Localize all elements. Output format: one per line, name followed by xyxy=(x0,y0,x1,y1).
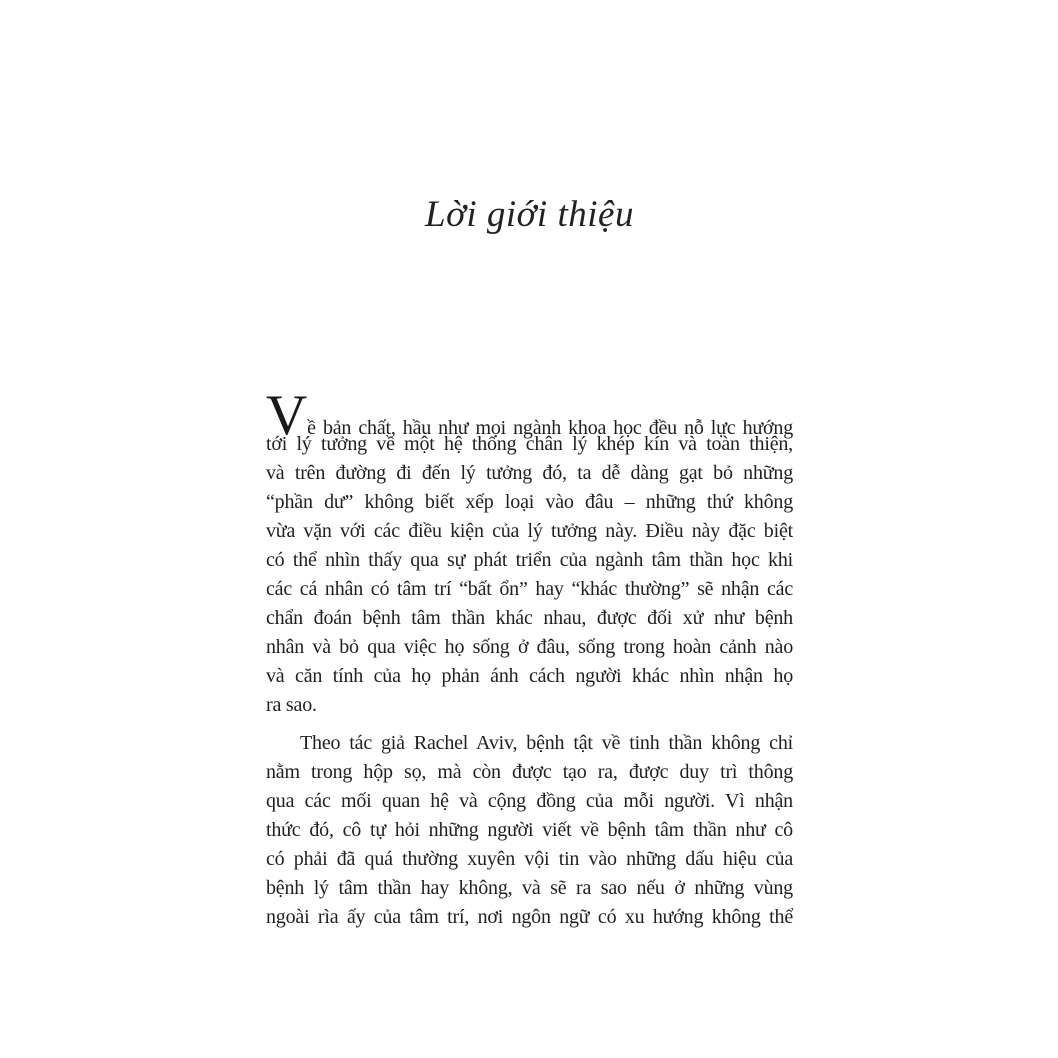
text-line: các cá nhân có tâm trí “bất ổn” hay “khác thường” sẽ nhận các xyxy=(266,578,793,600)
paragraph-1 xyxy=(266,384,793,720)
text-line: tới lý tưởng về một hệ thống chân lý khép kín và toàn thiện, xyxy=(266,433,793,455)
text-line: “phần dư” không biết xếp loại vào đâu – những thứ không xyxy=(266,491,793,513)
text-line: nằm trong hộp sọ, mà còn được tạo ra, được duy trì thông xyxy=(266,761,793,783)
text-line: Theo tác giả Rachel Aviv, bệnh tật về tinh thần không chỉ xyxy=(300,732,793,754)
text-line: nhân và bỏ qua việc họ sống ở đâu, sống trong hoàn cảnh nào xyxy=(266,636,793,658)
text-line: bệnh lý tâm thần hay không, và sẽ ra sao nếu ở những vùng xyxy=(266,877,793,899)
text-line: có phải đã quá thường xuyên vội tin vào những dấu hiệu của xyxy=(266,848,793,870)
text-line: và trên đường đi đến lý tưởng đó, ta dễ dàng gạt bỏ những xyxy=(266,462,793,484)
text-line: ngoài rìa ấy của tâm trí, nơi ngôn ngữ có xu hướng không thể xyxy=(266,906,793,928)
text-line: và căn tính của họ phản ánh cách người khác nhìn nhận họ xyxy=(266,665,793,687)
text-line: chẩn đoán bệnh tâm thần khác nhau, được đối xử như bệnh xyxy=(266,607,793,629)
text-line: qua các mối quan hệ và cộng đồng của mỗi người. Vì nhận xyxy=(266,790,793,812)
text-line-content: ề bản chất, hầu như mọi ngành khoa học đều nỗ lực hướng xyxy=(307,417,793,439)
paragraph-2 xyxy=(266,729,793,932)
chapter-title: Lời giới thiệu xyxy=(425,194,634,235)
text-line: có thể nhìn thấy qua sự phát triển của ngành tâm thần học khi xyxy=(266,549,793,571)
drop-cap-initial: V xyxy=(266,384,308,447)
text-line: thức đó, cô tự hỏi những người viết về bệnh tâm thần như cô xyxy=(266,819,793,841)
text-line: vừa vặn với các điều kiện của lý tưởng này. Điều này đặc biệt xyxy=(266,520,793,542)
text-line: ra sao. xyxy=(266,694,317,716)
